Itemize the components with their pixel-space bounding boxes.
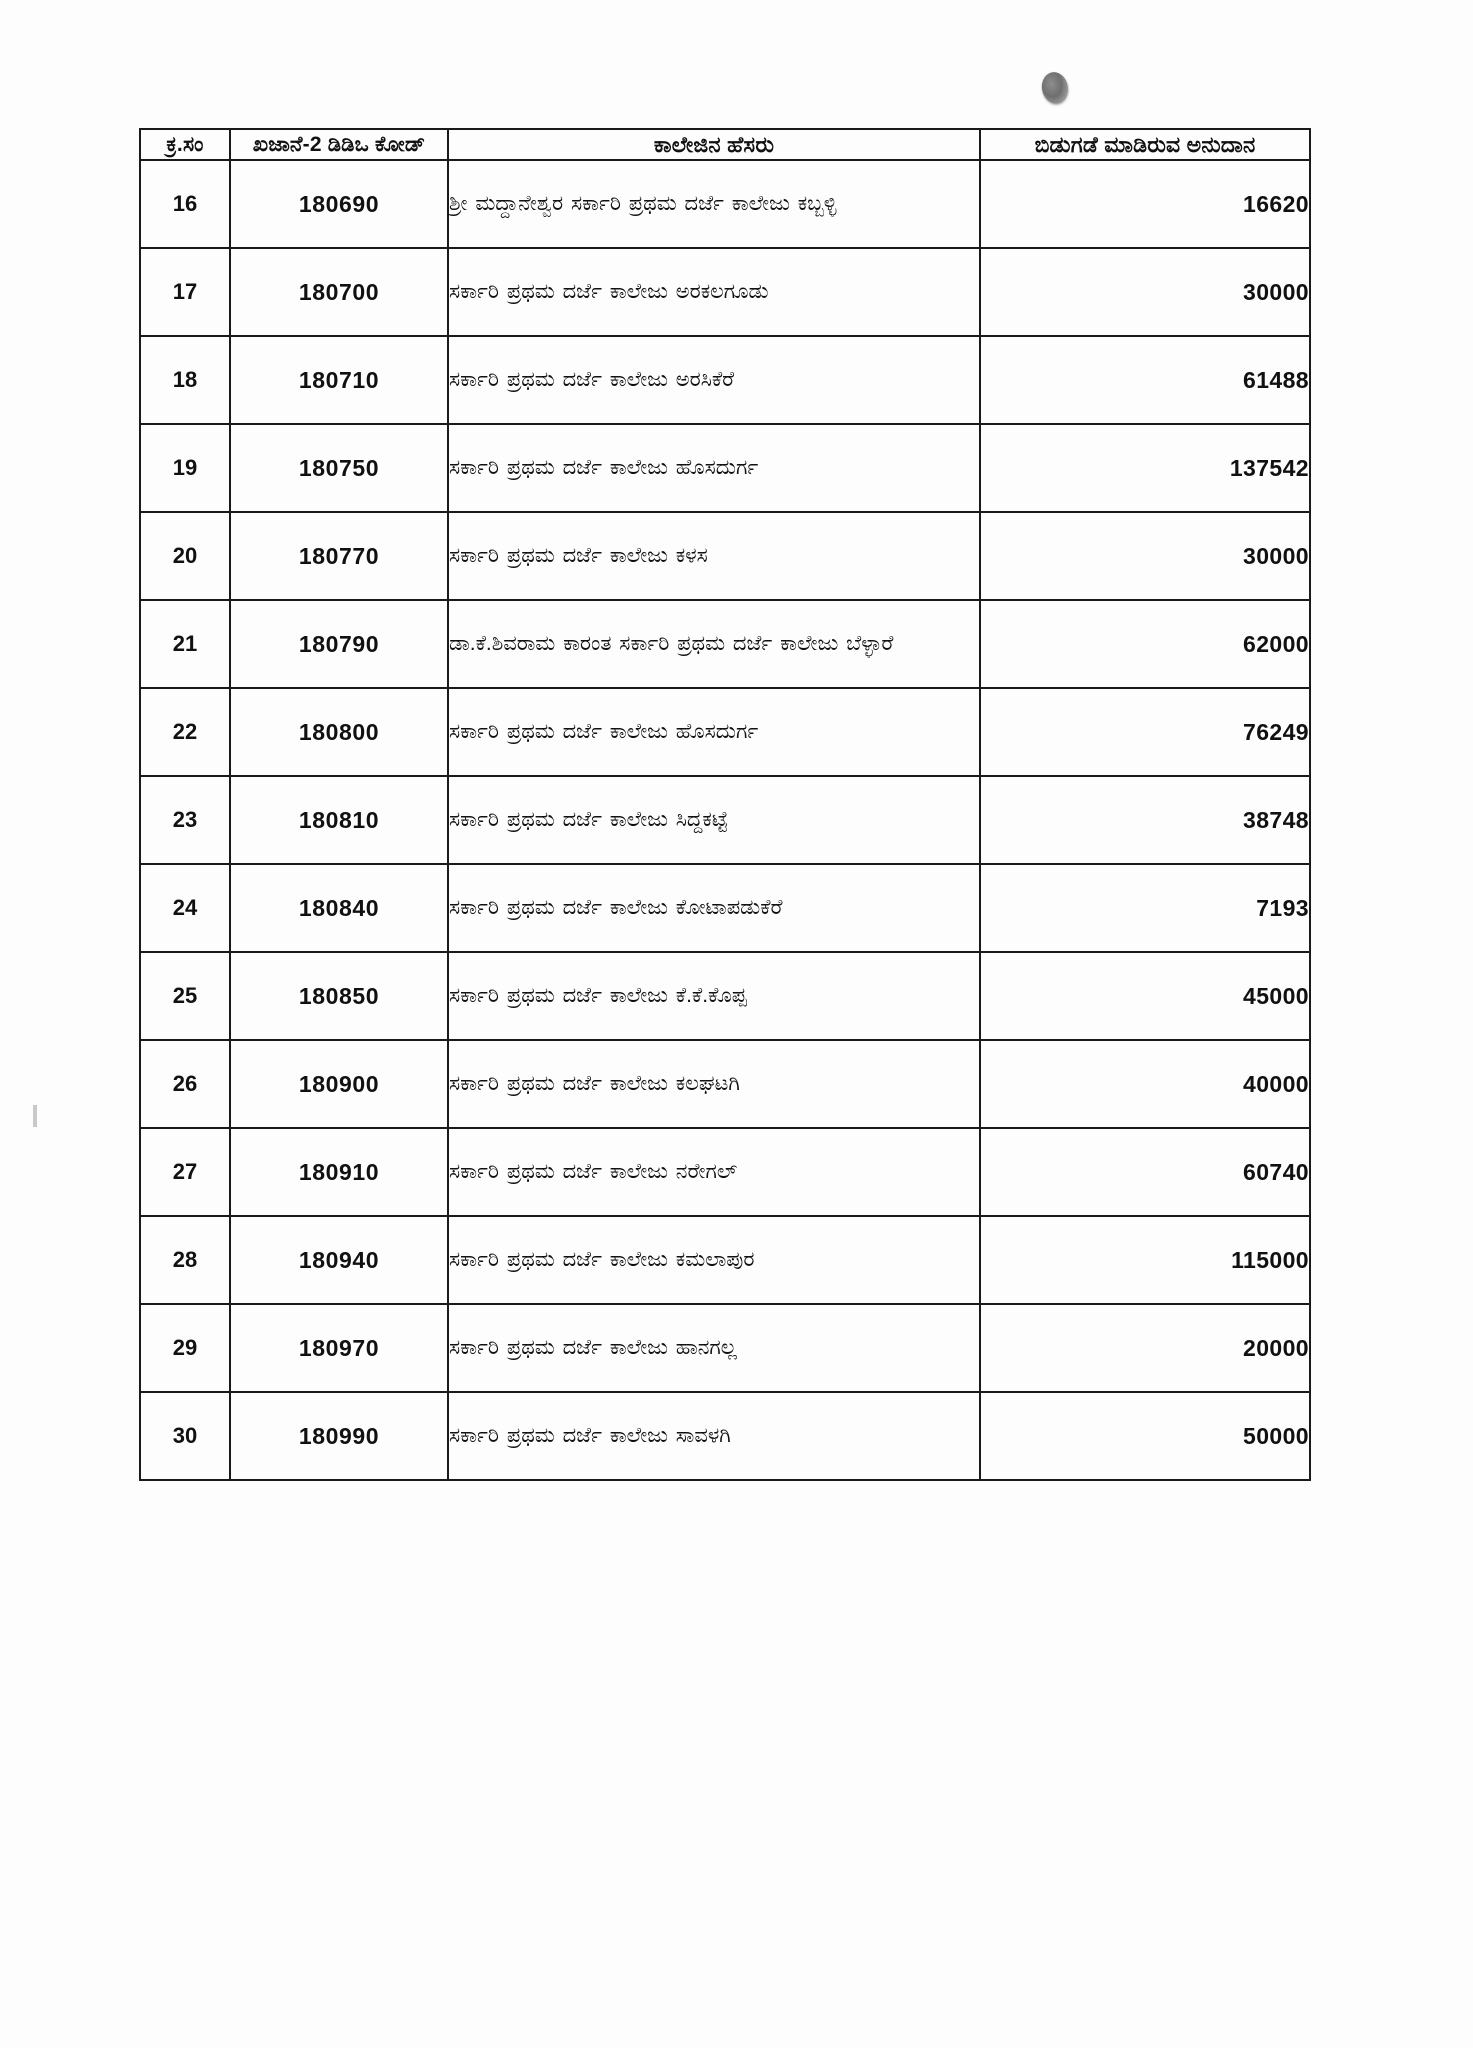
column-header-ddo-code: ಖಜಾನೆ-2 ಡಿಡಿಒ ಕೋಡ್	[230, 129, 448, 160]
cell-college-name: ಸರ್ಕಾರಿ ಪ್ರಥಮ ದರ್ಜೆ ಕಾಲೇಜು ಕಮಲಾಪುರ	[448, 1216, 980, 1304]
cell-college-name: ಡಾ.ಕೆ.ಶಿವರಾಮ ಕಾರಂತ ಸರ್ಕಾರಿ ಪ್ರಥಮ ದರ್ಜೆ ಕಾಲೇಜು ಬೆಳ್ಳಾರೆ	[448, 600, 980, 688]
cell-college-name: ಸರ್ಕಾರಿ ಪ್ರಥಮ ದರ್ಜೆ ಕಾಲೇಜು ಹಾನಗಲ್ಲ	[448, 1304, 980, 1392]
cell-ddo-code: 180800	[230, 688, 448, 776]
cell-college-name: ಸರ್ಕಾರಿ ಪ್ರಥಮ ದರ್ಜೆ ಕಾಲೇಜು ಕೆ.ಕೆ.ಕೊಪ್ಪ	[448, 952, 980, 1040]
cell-grant-amount: 115000	[980, 1216, 1310, 1304]
cell-sl-no: 26	[140, 1040, 230, 1128]
table-row	[140, 688, 1310, 776]
cell-sl-no: 25	[140, 952, 230, 1040]
cell-college-name: ಸರ್ಕಾರಿ ಪ್ರಥಮ ದರ್ಜೆ ಕಾಲೇಜು ನರೇಗಲ್	[448, 1128, 980, 1216]
cell-ddo-code: 180840	[230, 864, 448, 952]
table-row	[140, 776, 1310, 864]
cell-grant-amount: 30000	[980, 512, 1310, 600]
cell-grant-amount: 61488	[980, 336, 1310, 424]
table-row	[140, 1040, 1310, 1128]
cell-sl-no: 19	[140, 424, 230, 512]
cell-college-name: ಸರ್ಕಾರಿ ಪ್ರಥಮ ದರ್ಜೆ ಕಾಲೇಜು ಹೊಸದುರ್ಗ	[448, 688, 980, 776]
cell-ddo-code: 180770	[230, 512, 448, 600]
table-row	[140, 160, 1310, 248]
cell-grant-amount: 38748	[980, 776, 1310, 864]
table-header	[140, 129, 1310, 160]
cell-sl-no: 20	[140, 512, 230, 600]
column-header-grant: ಬಿಡುಗಡೆ ಮಾಡಿರುವ ಅನುದಾನ	[980, 129, 1310, 160]
cell-sl-no: 27	[140, 1128, 230, 1216]
table-row	[140, 864, 1310, 952]
cell-sl-no: 29	[140, 1304, 230, 1392]
cell-ddo-code: 180940	[230, 1216, 448, 1304]
cell-grant-amount: 62000	[980, 600, 1310, 688]
cell-grant-amount: 7193	[980, 864, 1310, 952]
cell-ddo-code: 180750	[230, 424, 448, 512]
table-row	[140, 952, 1310, 1040]
cell-sl-no: 28	[140, 1216, 230, 1304]
cell-sl-no: 23	[140, 776, 230, 864]
table-row	[140, 600, 1310, 688]
cell-grant-amount: 16620	[980, 160, 1310, 248]
hole-punch-icon	[1039, 70, 1071, 107]
cell-college-name: ಸರ್ಕಾರಿ ಪ್ರಥಮ ದರ್ಜೆ ಕಾಲೇಜು ಸಾವಳಗಿ	[448, 1392, 980, 1480]
cell-sl-no: 21	[140, 600, 230, 688]
cell-ddo-code: 180900	[230, 1040, 448, 1128]
cell-ddo-code: 180970	[230, 1304, 448, 1392]
table-row	[140, 1304, 1310, 1392]
table-row	[140, 336, 1310, 424]
cell-grant-amount: 30000	[980, 248, 1310, 336]
grant-table-container	[139, 128, 1309, 1481]
cell-ddo-code: 180990	[230, 1392, 448, 1480]
cell-ddo-code: 180910	[230, 1128, 448, 1216]
grant-table	[139, 128, 1311, 1481]
column-header-sl-no: ಕ್ರ.ಸಂ	[140, 129, 230, 160]
cell-college-name: ಸರ್ಕಾರಿ ಪ್ರಥಮ ದರ್ಜೆ ಕಾಲೇಜು ಅರಸಿಕೆರೆ	[448, 336, 980, 424]
cell-sl-no: 24	[140, 864, 230, 952]
cell-ddo-code: 180810	[230, 776, 448, 864]
table-row	[140, 1128, 1310, 1216]
cell-sl-no: 16	[140, 160, 230, 248]
cell-grant-amount: 40000	[980, 1040, 1310, 1128]
cell-sl-no: 30	[140, 1392, 230, 1480]
cell-ddo-code: 180790	[230, 600, 448, 688]
table-row	[140, 512, 1310, 600]
cell-college-name: ಶ್ರೀ ಮದ್ದಾನೇಶ್ವರ ಸರ್ಕಾರಿ ಪ್ರಥಮ ದರ್ಜೆ ಕಾಲೇಜು ಕಬ್ಬಳ್ಳಿ	[448, 160, 980, 248]
scan-artifact	[33, 1105, 37, 1127]
cell-grant-amount: 60740	[980, 1128, 1310, 1216]
table-header-row	[140, 129, 1310, 160]
table-body	[140, 160, 1310, 1480]
cell-grant-amount: 76249	[980, 688, 1310, 776]
cell-college-name: ಸರ್ಕಾರಿ ಪ್ರಥಮ ದರ್ಜೆ ಕಾಲೇಜು ಅರಕಲಗೂಡು	[448, 248, 980, 336]
cell-ddo-code: 180850	[230, 952, 448, 1040]
cell-college-name: ಸರ್ಕಾರಿ ಪ್ರಥಮ ದರ್ಜೆ ಕಾಲೇಜು ಕಳಸ	[448, 512, 980, 600]
cell-sl-no: 17	[140, 248, 230, 336]
table-row	[140, 1392, 1310, 1480]
cell-grant-amount: 20000	[980, 1304, 1310, 1392]
cell-college-name: ಸರ್ಕಾರಿ ಪ್ರಥಮ ದರ್ಜೆ ಕಾಲೇಜು ಹೊಸದುರ್ಗ	[448, 424, 980, 512]
cell-college-name: ಸರ್ಕಾರಿ ಪ್ರಥಮ ದರ್ಜೆ ಕಾಲೇಜು ಸಿದ್ದಕಟ್ಟೆ	[448, 776, 980, 864]
cell-sl-no: 18	[140, 336, 230, 424]
cell-ddo-code: 180710	[230, 336, 448, 424]
table-row	[140, 248, 1310, 336]
table-row	[140, 1216, 1310, 1304]
cell-grant-amount: 50000	[980, 1392, 1310, 1480]
cell-ddo-code: 180700	[230, 248, 448, 336]
cell-sl-no: 22	[140, 688, 230, 776]
cell-ddo-code: 180690	[230, 160, 448, 248]
column-header-college-name: ಕಾಲೇಜಿನ ಹೆಸರು	[448, 129, 980, 160]
cell-grant-amount: 137542	[980, 424, 1310, 512]
table-row	[140, 424, 1310, 512]
cell-college-name: ಸರ್ಕಾರಿ ಪ್ರಥಮ ದರ್ಜೆ ಕಾಲೇಜು ಕೋಟಾಪಡುಕೆರೆ	[448, 864, 980, 952]
cell-grant-amount: 45000	[980, 952, 1310, 1040]
cell-college-name: ಸರ್ಕಾರಿ ಪ್ರಥಮ ದರ್ಜೆ ಕಾಲೇಜು ಕಲಘಟಗಿ	[448, 1040, 980, 1128]
